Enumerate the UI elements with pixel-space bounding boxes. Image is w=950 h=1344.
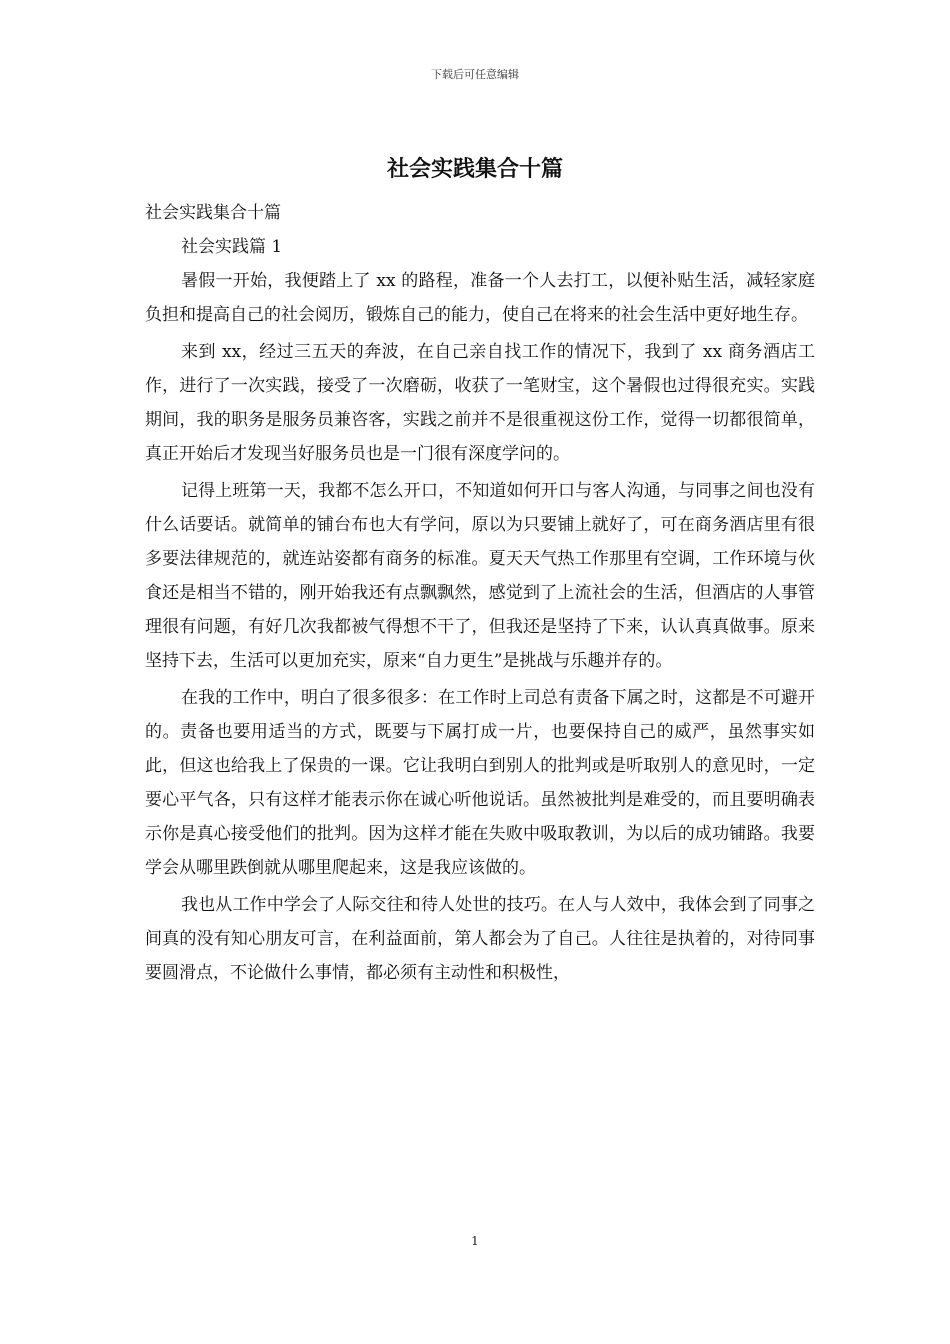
paragraph-3: 记得上班第一天，我都不怎么开口，不知道如何开口与客人沟通，与同事之间也没有什么话要话。就简单的铺台布也大有学问，原以为只要铺上就好了，可在商务酒店里有很多要法律规范的，就连站姿都有商务的标准。夏天天气热工作那里有空调，工作环境与伙食还是相当不错的，刚开始我还有点飘飘然，感觉到了上流社会的生活，但酒店的人事管理很有问题，有好几次我都被气得想不干了，但我还是坚持了下来，认认真真做事。原来坚持下去，生活可以更加充实，原来“自力更生”是挑战与乐趣并存的。 [145,481,815,671]
document-subtitle: 社会实践集合十篇 [145,203,281,223]
document-title: 社会实践集合十篇 [386,156,563,182]
paragraph-1: 暑假一开始，我便踏上了 xx 的路程，准备一个人去打工，以便补贴生活，减轻家庭负担和提高自己的社会阅历，锻炼自己的能力，使自己在将来的社会生活中更好地生存。 [145,271,815,325]
page-header: 下载后可任意编辑 [431,68,519,81]
paragraph-5: 我也从工作中学会了人际交往和待人处世的技巧。在人与人效中，我体会到了同事之间真的没有知心朋友可言，在利益面前，第人都会为了自己。人往往是执着的，对待同事要圆滑点，不论做什么事情，都必须有主动性和积极性， [145,895,815,983]
document-body [145,196,815,993]
page-number: 1 [471,1234,479,1248]
paragraph-2: 来到 xx，经过三五天的奔波，在自己亲自找工作的情况下，我到了 xx 商务酒店工作，进行了一次实践，接受了一次磨砺，收获了一笔财宝，这个暑假也过得很充实。实践期间，我的职务是服务员兼咨客，实践之前并不是很重视这份工作，觉得一切都很简单，真正开始后才发现当好服务员也是一门很有深度学问的。 [145,342,815,464]
paragraph-4: 在我的工作中，明白了很多很多：在工作时上司总有责备下属之时，这都是不可避开的。责备也要用适当的方式，既要与下属打成一片，也要保持自己的威严，虽然事实如此，但这也给我上了保贵的一课。它让我明白到别人的批判或是听取别人的意见时，一定要心平气各，只有这样才能表示你在诚心听他说话。虽然被批判是难受的，而且要明确表示你是真心接受他们的批判。因为这样才能在失败中吸取教训，为以后的成功铺路。我要学会从哪里跌倒就从哪里爬起来，这是我应该做的。 [145,688,815,878]
section-heading: 社会实践篇 1 [181,237,283,257]
